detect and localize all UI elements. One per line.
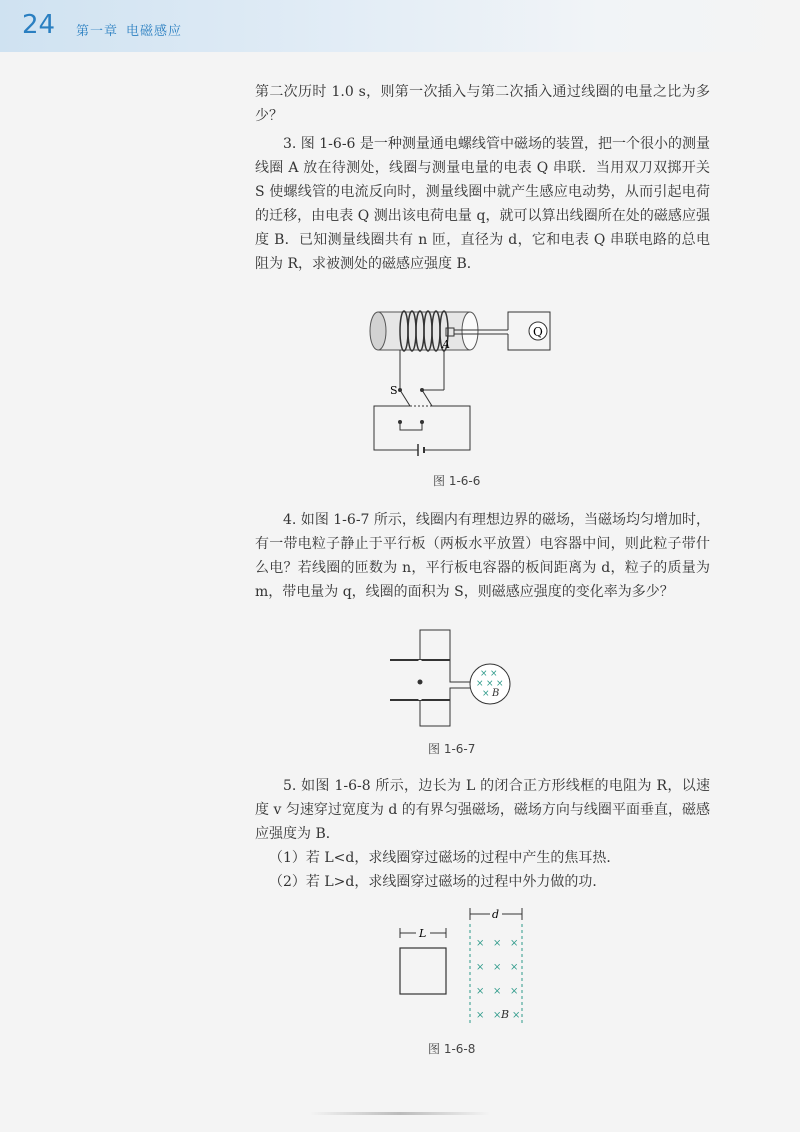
label-b-fig2: B [492, 688, 500, 699]
svg-text:×: × [486, 679, 494, 689]
label-b-fig3: B [501, 1008, 510, 1021]
svg-text:×: × [490, 669, 498, 679]
svg-text:×: × [482, 689, 490, 699]
solenoid-left-end [370, 312, 386, 350]
problem-5-part-1: （1）若 L<d，求线圈穿过磁场的过程中产生的焦耳热． [269, 850, 621, 866]
switch-blade-1 [400, 390, 410, 406]
svg-text:×: × [480, 669, 488, 679]
upper-wire [420, 630, 478, 682]
caption-fig-1-6-8: 图 1-6-8 [428, 1042, 476, 1056]
label-s: S [390, 384, 398, 397]
solenoid-right-end [462, 312, 478, 350]
svg-text:×: × [493, 938, 502, 949]
field-crosses-grid [476, 938, 520, 1021]
svg-text:×: × [496, 679, 504, 689]
paragraph-continued: 第二次历时 1.0 s，则第一次插入与第二次插入通过线圈的电量之比为多少？ [255, 84, 710, 124]
battery-wire-left [374, 406, 418, 450]
chapter-title: 电磁感应 [126, 24, 183, 39]
svg-text:×: × [510, 986, 519, 997]
problem-5-part-2: （2）若 L>d，求线圈穿过磁场的过程中外力做的功． [269, 874, 607, 890]
problem-3: 3. 图 1-6-6 是一种测量通电螺线管中磁场的装置，把一个很小的测量线圈 A 放在待测处，线圈与测量电量的电表 Q 串联．当用双刀双掷开关 S 使螺线管的电流反向时，测量线圈中就产生感应电动势，从而引起电荷的迁移，由电表 Q 测出该电荷电量 q，就可以算出线圈所在处的磁感应强度 B．已知测量线圈共有 n 匝，直径为 d，它和电表 Q 串联电路的总电阻为 R，求被测处的磁感应强度 B． [255, 136, 710, 272]
problem-4: 4. 如图 1-6-7 所示，线圈内有理想边界的磁场，当磁场均匀增加时，有一带电粒子静止于平行板（两板水平放置）电容器中间，则此粒子带什么电？若线圈的匝数为 n，平行板电容器的板间距离为 d，粒子的质量为 m，带电量为 q，线圈的面积为 S，则磁感应强度的变化率为多少？ [255, 512, 710, 600]
lower-wire [420, 688, 478, 726]
charged-particle [418, 680, 423, 685]
svg-text:×: × [476, 679, 484, 689]
figure-1-6-6 [360, 302, 560, 464]
label-q: Q [533, 325, 543, 339]
chapter-label: 第一章 [76, 24, 119, 39]
chapter-heading [76, 20, 190, 39]
square-frame [400, 948, 446, 994]
caption-fig-1-6-6: 图 1-6-6 [433, 474, 481, 488]
svg-text:×: × [476, 1010, 485, 1021]
figure-1-6-8 [396, 904, 546, 1028]
battery-wire-right [424, 406, 470, 450]
svg-text:×: × [510, 962, 519, 973]
svg-text:×: × [512, 1010, 521, 1021]
switch-blade-2 [422, 390, 432, 406]
figure-1-6-7 [380, 626, 504, 730]
svg-text:×: × [493, 1010, 502, 1021]
svg-text:×: × [493, 986, 502, 997]
svg-text:×: × [476, 986, 485, 997]
svg-text:×: × [476, 962, 485, 973]
page-number: 24 [22, 10, 56, 40]
label-a: A [442, 338, 450, 351]
svg-text:×: × [476, 938, 485, 949]
footer-rule [310, 1112, 490, 1115]
label-l: L [419, 927, 427, 940]
caption-fig-1-6-7: 图 1-6-7 [428, 742, 476, 756]
label-d: d [492, 908, 500, 921]
svg-text:×: × [510, 938, 519, 949]
svg-text:×: × [493, 962, 502, 973]
problem-5: 5. 如图 1-6-8 所示，边长为 L 的闭合正方形线框的电阻为 R，以速度 v 匀速穿过宽度为 d 的有界匀强磁场，磁场方向与线圈平面垂直，磁感应强度为 B． [255, 778, 710, 842]
